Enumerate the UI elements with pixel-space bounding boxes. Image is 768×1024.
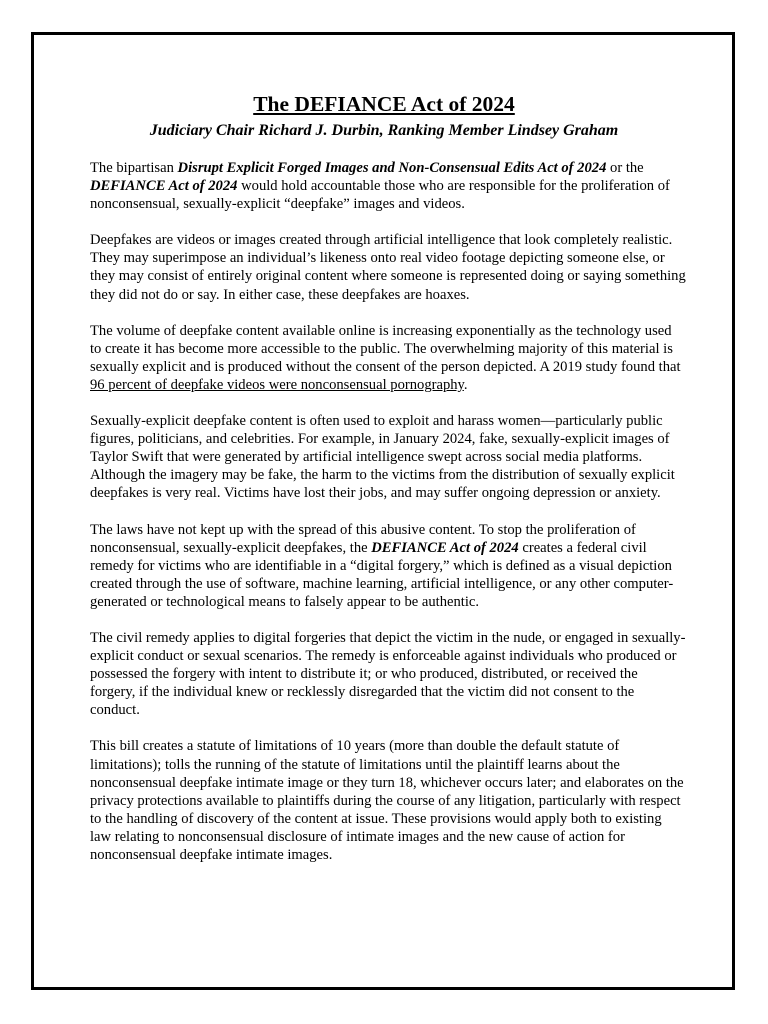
paragraph-harassment: Sexually-explicit deepfake content is often used to exploit and harass women—particularly public figures, politicians, and celebrities. For example, in January 2024, fake, sexually-explicit images of Taylor Swift that were generated by artificial intelligence swept across social media platforms. Although the imagery may be fake, the harm to the victims from the distribution of sexually explicit deepfakes is very real. Victims have lost their jobs, and may suffer ongoing depression or anxiety. xyxy=(90,413,675,502)
document-title xyxy=(0,92,768,117)
bill-short-name: DEFIANCE Act of 2024 xyxy=(90,178,238,195)
bill-short-name-2: DEFIANCE Act of 2024 xyxy=(371,539,519,556)
document-subtitle: Judiciary Chair Richard J. Durbin, Ranking Member Lindsey Graham xyxy=(149,122,619,139)
paragraph-volume xyxy=(90,322,686,394)
study-link[interactable]: 96 percent of deepfake videos were nonconsensual pornography xyxy=(90,376,464,393)
document-body xyxy=(90,159,686,882)
intro-text-3: would hold accountable those who are responsible for the proliferation of nonconsensual, sexually-explicit “deepfake” images and videos. xyxy=(90,178,670,213)
paragraph-civil-remedy xyxy=(90,521,686,611)
remedy-text-2: creates a federal civil remedy for victims who are identifiable in a “digital forgery,” which is defined as a visual depiction created through the use of software, machine learning, artificial intelligence, or any other computer-generated or technological means to falsely appear to be authentic. xyxy=(90,539,674,610)
intro-text-1: The bipartisan xyxy=(90,160,178,176)
paragraph-deepfakes-definition: Deepfakes are videos or images created through artificial intelligence that look completely realistic. They may superimpose an individual’s likeness onto real video footage depicting someone else, or they may consist of entirely original content where someone is represented doing or saying something they did not do or say. In either case, these deepfakes are hoaxes. xyxy=(90,232,686,303)
intro-text-2: or the xyxy=(606,160,644,176)
volume-text-2: . xyxy=(463,376,468,393)
paragraph-remedy-scope: The civil remedy applies to digital forgeries that depict the victim in the nude, or engaged in sexually-explicit conduct or sexual scenarios. The remedy is enforceable against individuals who produced or possessed the forgery with intent to distribute it; or who produced, distributed, or received the forgery, if the individual knew or recklessly disregarded that the victim did not consent to the conduct. xyxy=(90,629,686,719)
paragraph-intro xyxy=(90,159,686,213)
bill-full-name: Disrupt Explicit Forged Images and Non-Consensual Edits Act of 2024 xyxy=(177,160,607,176)
paragraph-statute-limitations: This bill creates a statute of limitations of 10 years (more than double the default statute of limitations); tolls the running of the statute of limitations until the plaintiff learns about the nonconsensual deepfake intimate image or they turn 18, whichever occurs later; and elaborates on the privacy protections available to plaintiffs during the course of any litigation, particularly with respect to the handling of discovery of the content at issue. These provisions would apply both to existing law relating to nonconsensual disclosure of intimate images and the new cause of action for nonconsensual deepfake intimate images. xyxy=(90,738,684,863)
remedy-text-1: The laws have not kept up with the spread of this abusive content. To stop the proliferation of nonconsensual, sexually-explicit deepfakes, the xyxy=(90,521,636,556)
title-text: The DEFIANCE Act of 2024 xyxy=(253,92,515,116)
volume-text-1: The volume of deepfake content available online is increasing exponentially as the technology used to create it has become more accessible to the public. The overwhelming majority of this material is sexually explicit and is produced without the consent of the person depicted. A 2019 study found that xyxy=(90,322,681,375)
